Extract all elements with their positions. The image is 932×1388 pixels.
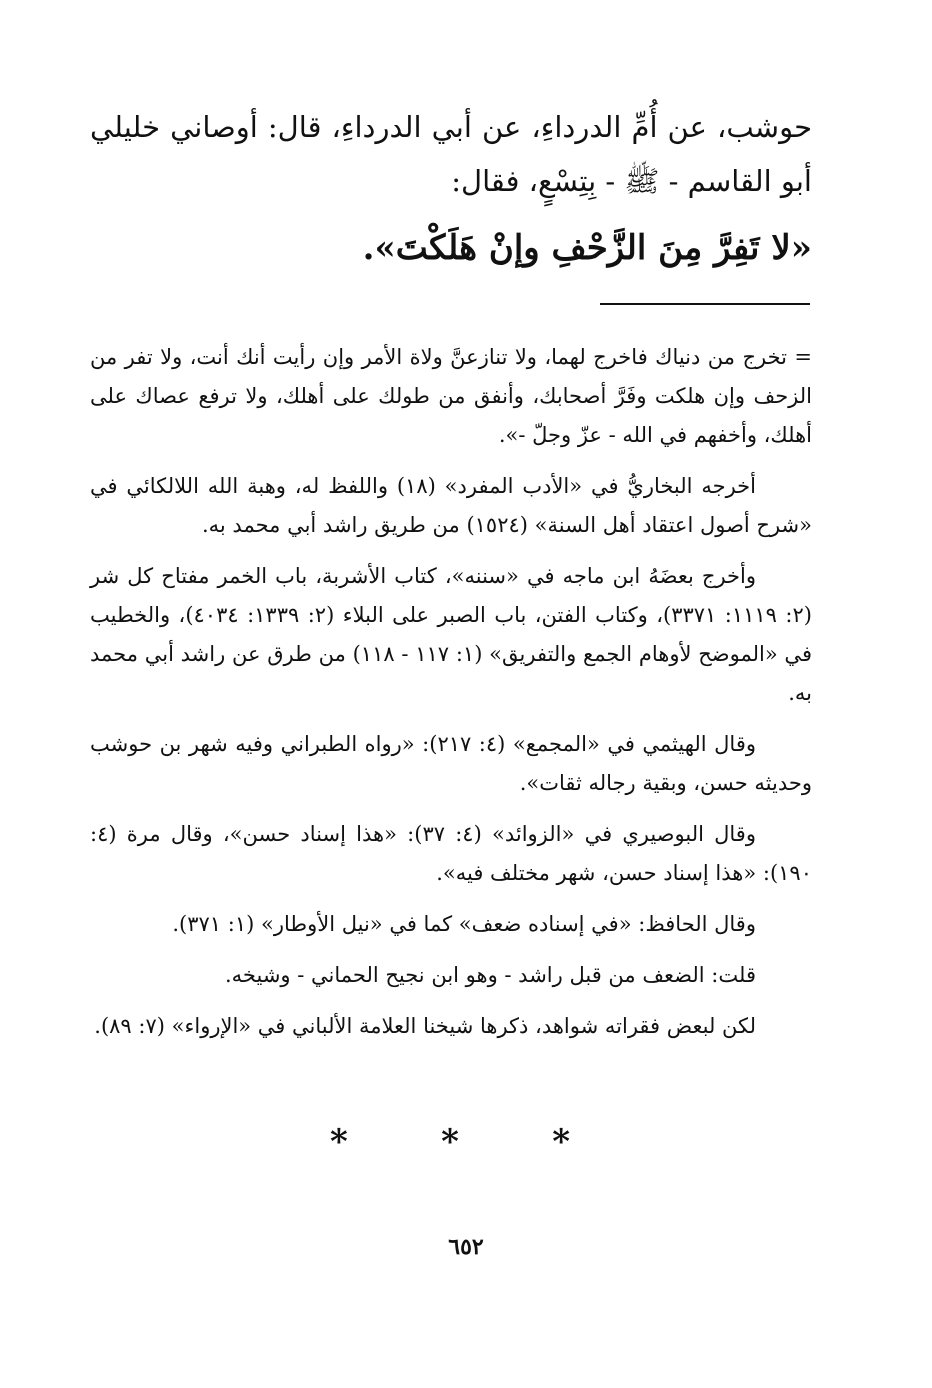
footnote-paragraph: وقال الحافظ: «في إسناده ضعف» كما في «نيل الأوطار» (١: ٣٧١). bbox=[172, 912, 756, 936]
section-separator bbox=[330, 1122, 570, 1162]
footnote-paragraph: وقال البوصيري في «الزوائد» (٤: ٣٧): «هذا إسناد حسن»، وقال مرة (٤: ١٩٠): «هذا إسناد حسن، شهر مختلف فيه». bbox=[90, 822, 812, 885]
hadith-text: «لا تَفِرَّ مِنَ الزَّحْفِ وإنْ هَلَكْتَ». bbox=[362, 228, 812, 268]
main-text: حوشب، عن أُمِّ الدرداءِ، عن أبي الدرداءِ، قال: أوصاني خليلي أبو القاسم - ﷺ - بِتِسْعٍ، فقال: bbox=[90, 110, 812, 198]
footnote-paragraph: وقال الهيثمي في «المجمع» (٤: ٢١٧): «رواه الطبراني وفيه شهر بن حوشب وحديثه حسن، وبقية رجاله ثقات». bbox=[90, 732, 812, 795]
separator-star: * bbox=[330, 1122, 348, 1162]
page-number: ٦٥٢ bbox=[448, 1234, 484, 1260]
footnote-continuation: = تخرج من دنياك فاخرج لهما، ولا تنازعنَّ ولاة الأمر وإن رأيت أنك أنت، ولا تفر من الزحف وإن هلكت وفَرَّ أصحابك، وأنفق من طولك على أهلك، ولا ترفع عصاك على أهلك، وأخفهم في الله - عزّ وجلّ -». bbox=[90, 345, 812, 447]
separator-star: * bbox=[552, 1122, 570, 1162]
footnote-paragraph: وأخرج بعضَهُ ابن ماجه في «سننه»، كتاب الأشربة، باب الخمر مفتاح كل شر (٢: ١١١٩: ٣٣٧١)، وكتاب الفتن، باب الصبر على البلاء (٢: ١٣٣٩: ٤٠٣٤)، والخطيب في «الموضح لأوهام الجمع والتفريق» (١: ١١٧ - ١١٨) من طرق عن راشد أبي محمد به. bbox=[90, 564, 812, 705]
footnote-paragraph: أخرجه البخاريُّ في «الأدب المفرد» (١٨) واللفظ له، وهبة الله اللالكائي في «شرح أصول اعتقاد أهل السنة» (١٥٢٤) من طريق راشد أبي محمد به. bbox=[90, 474, 812, 537]
footnote-divider bbox=[600, 303, 810, 305]
separator-star: * bbox=[441, 1122, 459, 1162]
footnote-paragraph: قلت: الضعف من قبل راشد - وهو ابن نجيح الحماني - وشيخه. bbox=[225, 963, 756, 987]
footnote-paragraph: لكن لبعض فقراته شواهد، ذكرها شيخنا العلامة الألباني في «الإرواء» (٧: ٨٩). bbox=[94, 1014, 756, 1038]
footnotes bbox=[90, 338, 812, 1058]
